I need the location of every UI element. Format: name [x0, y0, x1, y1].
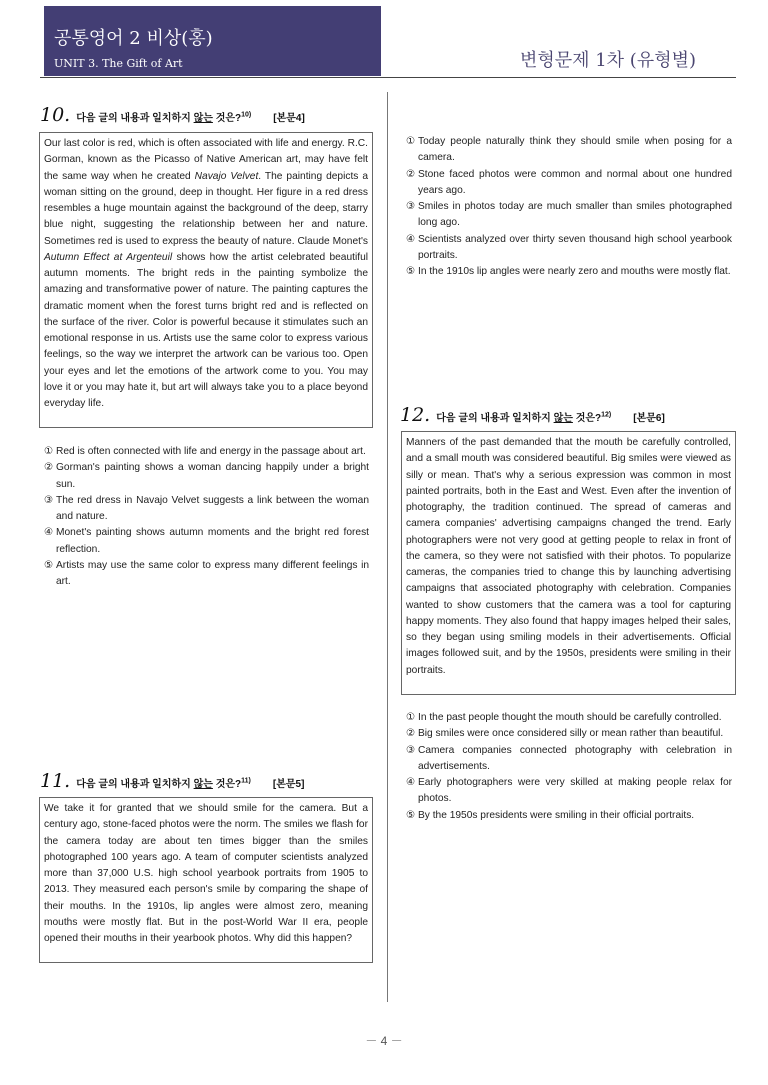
- question-text-pre: 다음 글의 내용과 일치하지: [436, 413, 554, 424]
- choice-mark: ⑤: [44, 559, 54, 571]
- choice-mark: ②: [406, 168, 416, 180]
- artwork-title: Navajo Velvet: [194, 170, 259, 182]
- header-banner: [44, 6, 381, 76]
- answer-choice[interactable]: [406, 134, 732, 167]
- header-divider: [40, 77, 736, 78]
- artwork-title: Autumn Effect at Argenteuil: [44, 251, 173, 263]
- question-text: [76, 779, 251, 790]
- answer-choice[interactable]: [44, 493, 369, 526]
- answer-choice[interactable]: [406, 167, 732, 200]
- textbook-title: 공통영어 2 비상(홍): [54, 28, 213, 49]
- choice-text: Red is often connected with life and energy in the passage about art.: [56, 446, 366, 457]
- answer-choice[interactable]: [406, 199, 732, 232]
- question-10-passage: [39, 132, 373, 428]
- choice-mark: ③: [44, 494, 54, 506]
- passage-reference: [본문6]: [633, 413, 665, 424]
- question-number: 10.: [40, 104, 71, 126]
- passage-reference: [본문5]: [272, 779, 305, 790]
- choice-text: Smiles in photos today are much smaller than smiles photographed long ago.: [418, 201, 732, 229]
- choice-text: Camera companies connected photography with celebration in advertisements.: [418, 744, 732, 772]
- answer-choice[interactable]: [44, 444, 369, 460]
- answer-choice[interactable]: [44, 460, 369, 493]
- choice-mark: ③: [406, 201, 416, 212]
- choice-mark: ②: [44, 462, 54, 474]
- choice-text: Monet's painting shows autumn moments and the bright red forest reflection.: [56, 527, 369, 555]
- choice-text: By the 1950s presidents were smiling in their official portraits.: [418, 809, 695, 821]
- question-10-heading: [40, 104, 305, 126]
- answer-choice[interactable]: [406, 808, 732, 824]
- answer-choice[interactable]: [406, 775, 732, 808]
- answer-choice[interactable]: [406, 264, 732, 280]
- page-number: － 4 －: [365, 1034, 403, 1048]
- passage-text: . The painting depicts a woman sitting on the ground, deep in thought. Her figure in a red dress resembles a huge mountain against the background of the deep, starry blue night, suggesting the relationship between her and nature. Sometimes red is used to express the beauty of nature. Claude Monet's: [44, 170, 369, 247]
- choice-mark: ④: [406, 233, 416, 245]
- choice-text: Artists may use the same color to express many different feelings in art.: [56, 559, 369, 587]
- answer-choice[interactable]: [406, 743, 732, 776]
- question-text-emphasis: 않는: [193, 779, 213, 790]
- question-text: [436, 413, 611, 424]
- choice-mark: ⑤: [406, 266, 416, 277]
- question-number: 11.: [40, 770, 71, 792]
- question-text: [76, 113, 251, 124]
- choice-mark: ②: [406, 728, 416, 740]
- question-10-choices: [44, 444, 369, 590]
- answer-choice[interactable]: [406, 232, 732, 265]
- choice-text: The red dress in Navajo Velvet suggests a link between the woman and nature.: [56, 494, 369, 522]
- answer-choice[interactable]: [406, 710, 732, 726]
- question-text-emphasis: 않는: [193, 113, 213, 124]
- question-11-heading: [40, 770, 304, 792]
- footnote-mark: 11): [241, 777, 251, 785]
- choice-text: In the 1910s lip angles were nearly zero and mouths were mostly flat.: [418, 266, 731, 277]
- question-12-choices: [406, 710, 732, 824]
- choice-text: Stone faced photos were common and normal about one hundred years ago.: [418, 168, 732, 196]
- choice-text: Big smiles were once considered silly or mean rather than beautiful.: [418, 728, 724, 740]
- answer-choice[interactable]: [406, 726, 732, 742]
- question-text-post: 것은?: [572, 413, 602, 424]
- choice-text: Early photographers were very skilled at making people relax for photos.: [418, 777, 732, 805]
- choice-text: Scientists analyzed over thirty seven thousand high school yearbook portraits.: [418, 233, 732, 261]
- question-11-choices: [406, 134, 732, 280]
- question-text-post: 것은?: [212, 113, 242, 124]
- choice-mark: ④: [406, 777, 416, 788]
- question-12-passage: Manners of the past demanded that the mouth be carefully controlled, and a small mouth was considered beautiful. Big smiles were viewed as silly or mean. That's why a serious expression was common in most painted portraits, both in the East and West. Even after the invention of photography, the tradition continued. The spread of cameras and camera companies' advertising campaigns changed the trend. Early photographers were not very good at getting people to relax in front of the camera, so they were not satisfied with their photos. To popularize cameras, the companies tried to change this by launching advertising campaigns that associated photography with celebration. Companies wanted to show customers that the camera was a tool for capturing happy moments. They also found that happy images helped their sales, so they began using smiling models in their advertisements. Official images followed suit, and by the 1950s, presidents were smiling in their portraits.: [401, 431, 736, 695]
- choice-text: Today people naturally think they should smile when posing for a camera.: [418, 136, 732, 164]
- unit-title: UNIT 3. The Gift of Art: [54, 57, 183, 70]
- column-divider: [387, 92, 388, 1002]
- choice-mark: ③: [406, 744, 416, 756]
- footnote-mark: 10): [241, 111, 252, 119]
- question-11-passage: We take it for granted that we should smile for the camera. But a century ago, stone-faced photos were the norm. The smiles we flash for the camera today are about ten times bigger than the smiles photographed 100 years ago. A team of computer scientists analyzed more than 37,000 U.S. high school yearbook portraits from 1905 to 2013. They measured each person's smile by comparing the shape of their mouths. In the 1910s, lip angles were almost zero, meaning mouths were mostly flat. But in the post-World War II era, people opened their mouths in their yearbook photos. Why did this happen?: [39, 797, 373, 963]
- worksheet-title: 변형문제 1차 (유형별): [519, 50, 696, 71]
- passage-text: shows how the artist celebrated beautiful autumn moments. The bright reds in the painting symbolize the amazing and transformative power of nature. The painting captures the dramatic moment when the forest turns bright red and is reflected on the surface of the river. Color is powerful because it stimulates such an emotional response in us. Artists use the same color to express various feelings, so the way we interpret the artwork can be various too. Open your eyes and let the emotions of the artwork come to you. You may love it or you may hate it, but art will always take you to a place beyond everyday life.: [44, 251, 368, 409]
- answer-choice[interactable]: [44, 558, 369, 591]
- choice-mark: ⑤: [406, 809, 416, 821]
- answer-choice[interactable]: [44, 525, 369, 558]
- choice-mark: ①: [44, 446, 54, 457]
- question-text-emphasis: 않는: [553, 413, 573, 424]
- passage-text: Our last color is red, which is often associated with life and energy. R.C. Gorman, known as the Picasso of Native American art, may have felt the same way when he created: [44, 138, 368, 182]
- choice-text: In the past people thought the mouth should be carefully controlled.: [418, 712, 722, 723]
- question-12-heading: [400, 404, 665, 426]
- question-number: 12.: [400, 404, 431, 426]
- choice-mark: ④: [44, 527, 54, 539]
- passage-reference: [본문4]: [273, 113, 305, 124]
- footnote-mark: 12): [601, 411, 612, 419]
- choice-text: Gorman's painting shows a woman dancing happily under a bright sun.: [56, 462, 369, 490]
- choice-mark: ①: [406, 712, 416, 723]
- question-text-pre: 다음 글의 내용과 일치하지: [76, 779, 194, 790]
- question-text-pre: 다음 글의 내용과 일치하지: [76, 113, 194, 124]
- choice-mark: ①: [406, 136, 416, 147]
- question-text-post: 것은?: [212, 779, 242, 790]
